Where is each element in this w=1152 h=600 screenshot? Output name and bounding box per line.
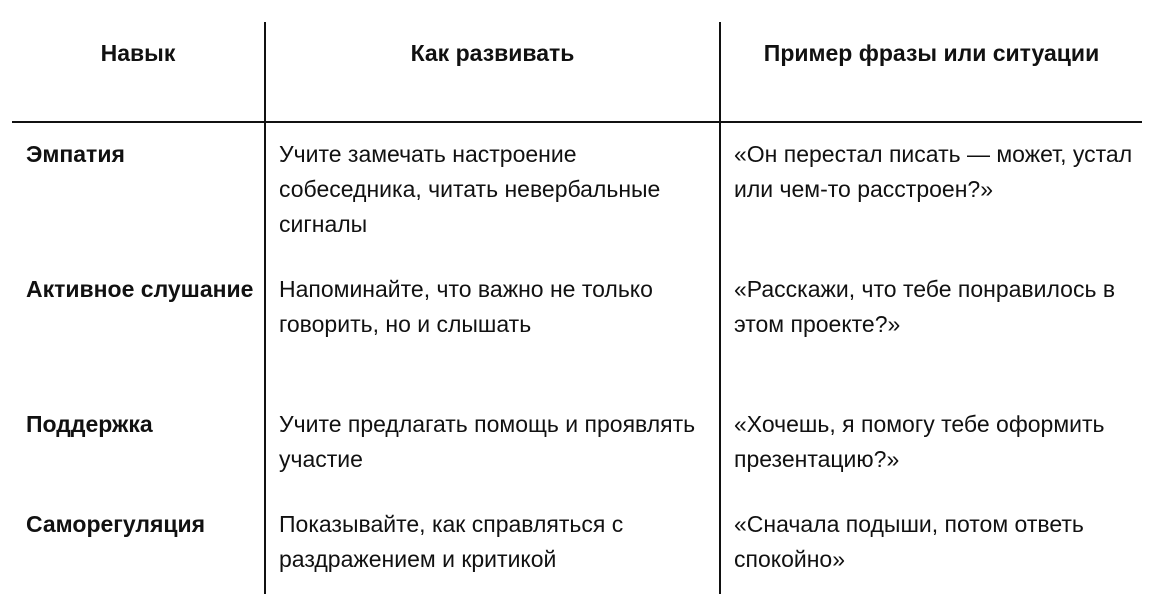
skills-table xyxy=(12,22,1142,594)
header-example: Пример фразы или ситуации xyxy=(763,40,1100,66)
row-1-how: Учите замечать настроение собеседника, читать невербальные сигналы xyxy=(279,141,661,237)
header-divider xyxy=(12,121,1142,123)
header-skill: Навык xyxy=(100,40,176,66)
row-2-how: Напоминайте, что важно не только говорить, но и слышать xyxy=(279,276,653,337)
row-1-skill: Эмпатия xyxy=(26,141,125,167)
row-3-how: Учите предлагать помощь и проявлять участие xyxy=(279,411,696,472)
column-divider xyxy=(264,22,266,594)
row-2-skill: Активное слушание xyxy=(26,276,254,302)
row-2-example: «Расскажи, что тебе понравилось в этом проекте?» xyxy=(734,276,1116,337)
row-1-example: «Он перестал писать — может, устал или чем-то расстроен?» xyxy=(734,141,1133,202)
row-3-skill: Поддержка xyxy=(26,411,153,437)
row-4-how: Показывайте, как справляться с раздражением и критикой xyxy=(279,511,624,572)
column-divider xyxy=(719,22,721,594)
row-4-skill: Саморегуляция xyxy=(26,511,206,537)
row-3-example: «Хочешь, я помогу тебе оформить презентацию?» xyxy=(734,411,1105,472)
row-4-example: «Сначала подыши, потом ответь спокойно» xyxy=(734,511,1084,572)
header-how: Как развивать xyxy=(410,40,575,66)
